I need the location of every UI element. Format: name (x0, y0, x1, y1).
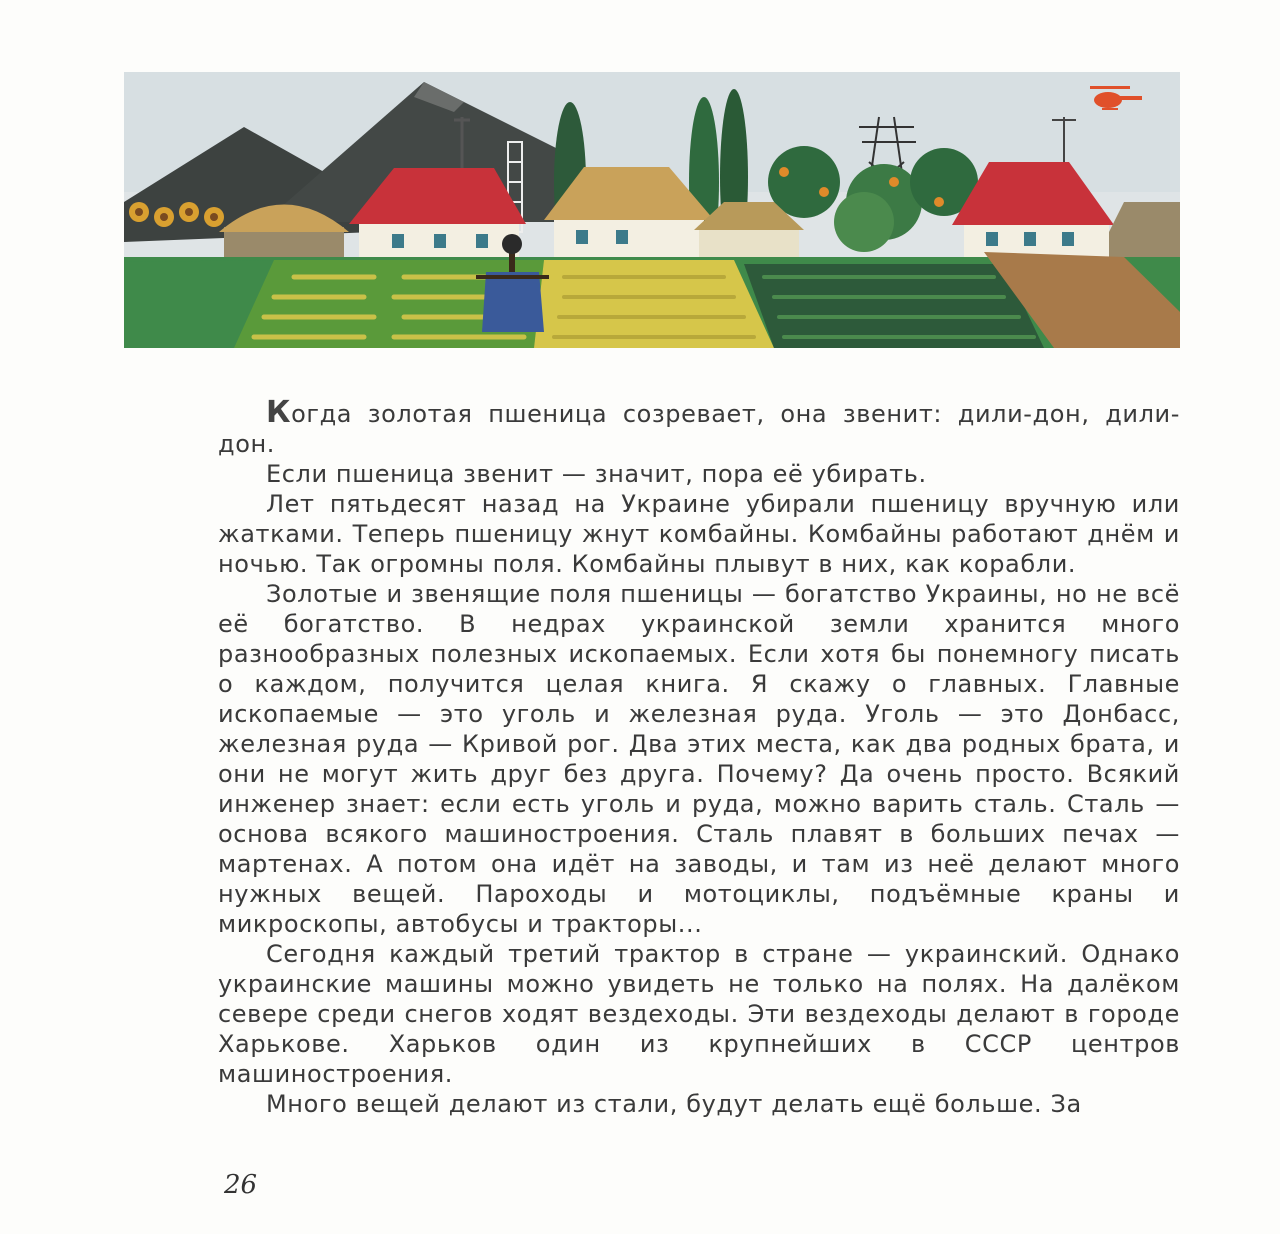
paragraph: Когда золотая пшеница созревает, она звенит: дили-дон, дили-дон. (218, 395, 1180, 458)
paragraph: Если пшеница звенит — значит, пора её убирать. (266, 460, 927, 488)
article-body (218, 395, 1180, 1119)
field-yellow (534, 260, 774, 348)
village-illustration (124, 72, 1180, 348)
paragraph: Лет пятьдесят назад на Украине убирали пшеницу вручную или жатками. Теперь пшеницу жнут комбайны. Комбайны работают днём и ночью. Так огромны поля. Комбайны плывут в них, как корабли. (218, 490, 1180, 578)
tree (834, 192, 894, 252)
paragraph: Сегодня каждый третий трактор в стране — украинский. Однако украинские машины можно увидеть не только на полях. На далёком севере среди снегов ходят вездеходы. Эти вездеходы делают в городе Харькове. Харьков один из крупнейших в СССР центров машиностроения. (218, 940, 1180, 1088)
page-number: 26 (224, 1170, 258, 1200)
paragraph: Много вещей делают из стали, будут делать ещё больше. За (266, 1090, 1082, 1118)
drop-cap: К (266, 395, 292, 430)
paragraph: Золотые и звенящие поля пшеницы — богатство Украины, но не всё её богатство. В недрах украинской земли хранится много разнообразных полезных ископаемых. Если хотя бы понемногу писать о каждом, получится целая книга. Я скажу о главных. Главные ископаемые — это уголь и железная руда. Уголь — это Донбасс, железная руда — Кривой рог. Два этих места, как два родных брата, и они не могут жить друг без друга. Почему? Да очень просто. Всякий инженер знает: если есть уголь и руда, можно варить сталь. Сталь — основа всякого машиностроения. Сталь плавят в больших печах — мартенах. А потом она идёт на заводы, и там из неё делают много нужных вещей. Пароходы и мотоциклы, подъёмные краны и микроскопы, автобусы и тракторы... (218, 580, 1180, 938)
